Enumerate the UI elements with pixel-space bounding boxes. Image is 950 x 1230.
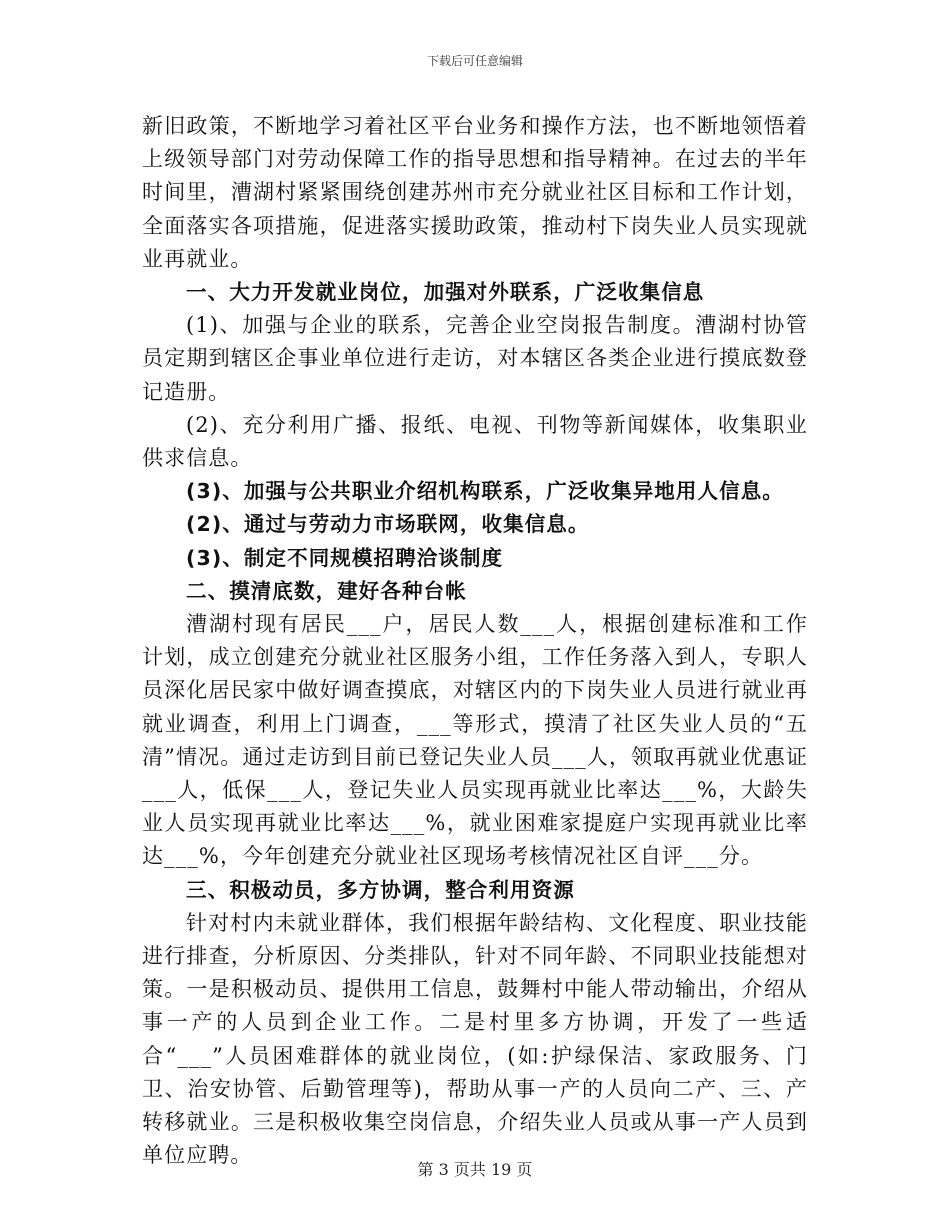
paragraph-section-3: 针对村内未就业群体，我们根据年龄结构、文化程度、职业技能进行排查，分析原因、分类排队，针对不同年龄、不同职业技能想对策。一是积极动员、提供用工信息，鼓舞村中能人带动输出，介绍从事一产的人员到企业工作。二是村里多方协调，开发了一些适合“___”人员困难群体的就业岗位，(如:护绿保洁、家政服务、门卫、治安协管、后勤管理等)，帮助从事一产的人员向二产、三、产转移就业。三是积极收集空岗信息，介绍失业人员或从事一产人员到单位应聘。: [142, 910, 808, 1168]
page-header: 下载后可任意编辑: [426, 54, 523, 68]
paragraph-item-3: (3)、加强与公共职业介绍机构联系，广泛收集异地用人信息。: [186, 479, 784, 504]
section-heading-2: 二、摸清底数，建好各种台帐: [186, 578, 467, 603]
page-footer: 第 3 页共 19 页: [417, 1160, 533, 1179]
paragraph-intro: 新旧政策，不断地学习着社区平台业务和操作方法，也不断地领悟着上级领导部门对劳动保障工作的指导思想和指导精神。在过去的半年时间里，漕湖村紧紧围绕创建苏州市充分就业社区目标和工作计划，全面落实各项措施，促进落实援助政策，推动村下岗失业人员实现就业再就业。: [142, 114, 808, 271]
document-body: [142, 110, 808, 1173]
paragraph-section-2: 漕湖村现有居民___户，居民人数___人，根据创建标准和工作计划，成立创建充分就业社区服务小组，工作任务落入到人，专职人员深化居民家中做好调查摸底，对辖区内的下岗失业人员进行就业再就业调查，利用上门调查，___等形式，摸清了社区失业人员的“五清”情况。通过走访到目前已登记失业人员___人，领取再就业优惠证___人，低保___人，登记失业人员实现再就业比率达___%，大龄失业人员实现再就业比率达___%，就业困难家提庭户实现再就业比率达___%，今年创建充分就业社区现场考核情况社区自评___分。: [142, 612, 808, 869]
section-heading-3: 三、积极动员，多方协调，整合利用资源: [186, 877, 575, 902]
paragraph-item-4: (2)、通过与劳动力市场联网，收集信息。: [186, 512, 590, 537]
paragraph-item-1: (1)、加强与企业的联系，完善企业空岗报告制度。漕湖村协管员定期到辖区企事业单位进行走访，对本辖区各类企业进行摸底数登记造册。: [142, 313, 808, 404]
section-heading-1: 一、大力开发就业岗位，加强对外联系，广泛收集信息: [186, 280, 705, 305]
paragraph-item-2: (2)、充分利用广播、报纸、电视、刊物等新闻媒体，收集职业供求信息。: [142, 412, 808, 471]
paragraph-item-5: (3)、制定不同规模招聘洽谈制度: [186, 545, 504, 570]
